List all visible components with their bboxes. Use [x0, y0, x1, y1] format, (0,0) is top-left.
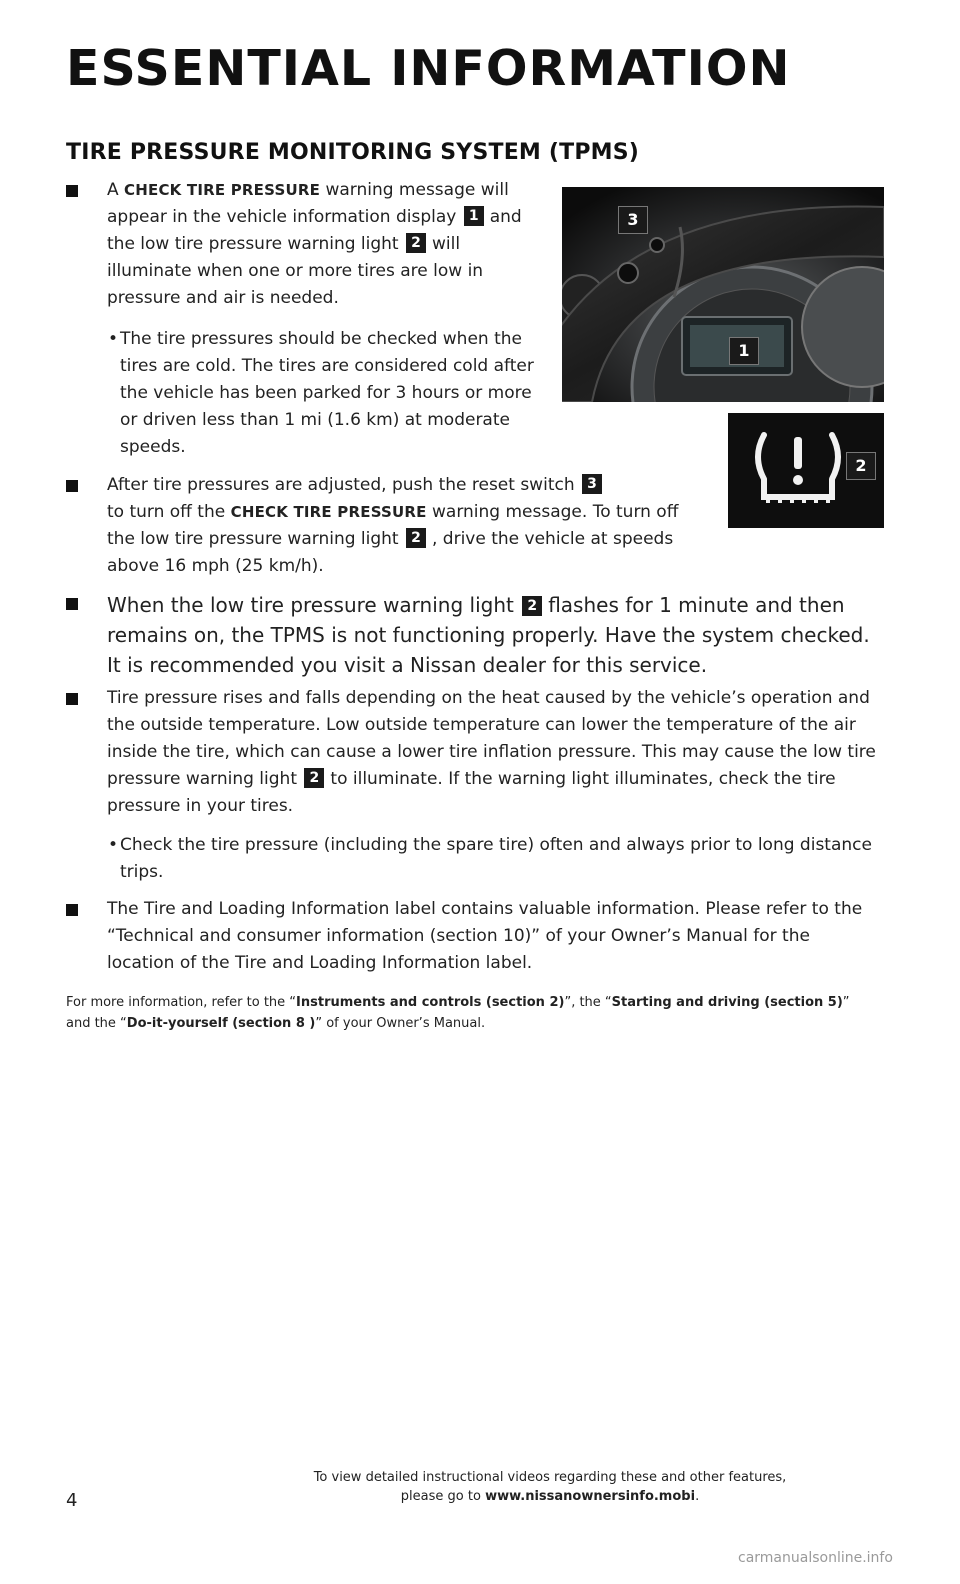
callout-2: 2 [846, 452, 876, 480]
footer-url-link[interactable]: www.nissanownersinfo.mobi [485, 1489, 696, 1504]
tpms-warning-light-photo [728, 413, 884, 528]
footnote: For more information, refer to the “Instruments and controls (section 2)”, the “Starting and driving (section 5)” and the “Do-it-yourself (section 8 )” of your Owner’s Manual. [66, 995, 850, 1031]
footer-note: To view detailed instructional videos regarding these and other features, please go to www.nissanownersinfo.mobi. [313, 1470, 787, 1504]
page-title: ESSENTIAL INFORMATION [66, 40, 791, 97]
bold-check-tire-pressure: CHECK TIRE PRESSURE [124, 181, 321, 199]
bullet-tire-label: The Tire and Loading Information label contains valuable information. Please refer to the “Technical and consumer information (section 10)” of your Owner’s Manual for the location of the Tire and Loading Information label. [107, 896, 867, 977]
bullet-tpms-malfunction: When the low tire pressure warning light 2 flashes for 1 minute and then remains on, the TPMS is not functioning properly. Have the system checked. It is recommended you visit a Nissan dealer for this service. [107, 590, 887, 680]
section-title: TIRE PRESSURE MONITORING SYSTEM (TPMS) [66, 140, 640, 165]
number-badge-1: 1 [464, 206, 484, 226]
number-badge-2c: 2 [522, 596, 542, 616]
callout-3: 3 [618, 206, 648, 234]
number-badge-2: 2 [406, 233, 426, 253]
bullet-temperature: Tire pressure rises and falls depending on the heat caused by the vehicle’s operation and the outside temperature. Low outside temperature can lower the temperature of the air inside the tire, which can cause a lower tire inflation pressure. This may cause the low tire pressure warning light 2 to illuminate. If the warning light illuminates, check the tire pressure in your tires. [107, 685, 877, 820]
sub-bullet-cold-tires: • The tire pressures should be checked when the tires are cold. The tires are considered cold after the vehicle has been parked for 3 hours or more or driven less than 1 mi (1.6 km) at moderate speeds. [120, 326, 540, 461]
bold-check-tire-pressure-2: CHECK TIRE PRESSURE [230, 503, 427, 521]
callout-1: 1 [729, 337, 759, 365]
bullet-reset-switch: After tire pressures are adjusted, push the reset switch 3 to turn off the CHECK TIRE PRESSURE warning message. To turn off the low tire pressure warning light 2 , drive the vehicle at speeds above 16 mph (25 km/h). [107, 472, 692, 580]
page-number: 4 [66, 1490, 78, 1511]
steering-wheel-illustration [562, 187, 884, 402]
bullet-check-tire-pressure: A CHECK TIRE PRESSURE warning message will appear in the vehicle information display 1 and the low tire pressure warning light 2 will illuminate when one or more tires are low in pressure and air is needed. [107, 177, 549, 312]
steering-wheel-photo [562, 187, 884, 402]
sub-bullet-check-spare: • Check the tire pressure (including the spare tire) often and always prior to long distance trips. [120, 832, 880, 886]
number-badge-3: 3 [582, 474, 602, 494]
number-badge-2b: 2 [406, 528, 426, 548]
number-badge-2d: 2 [304, 768, 324, 788]
watermark: carmanualsonline.info [738, 1550, 893, 1566]
